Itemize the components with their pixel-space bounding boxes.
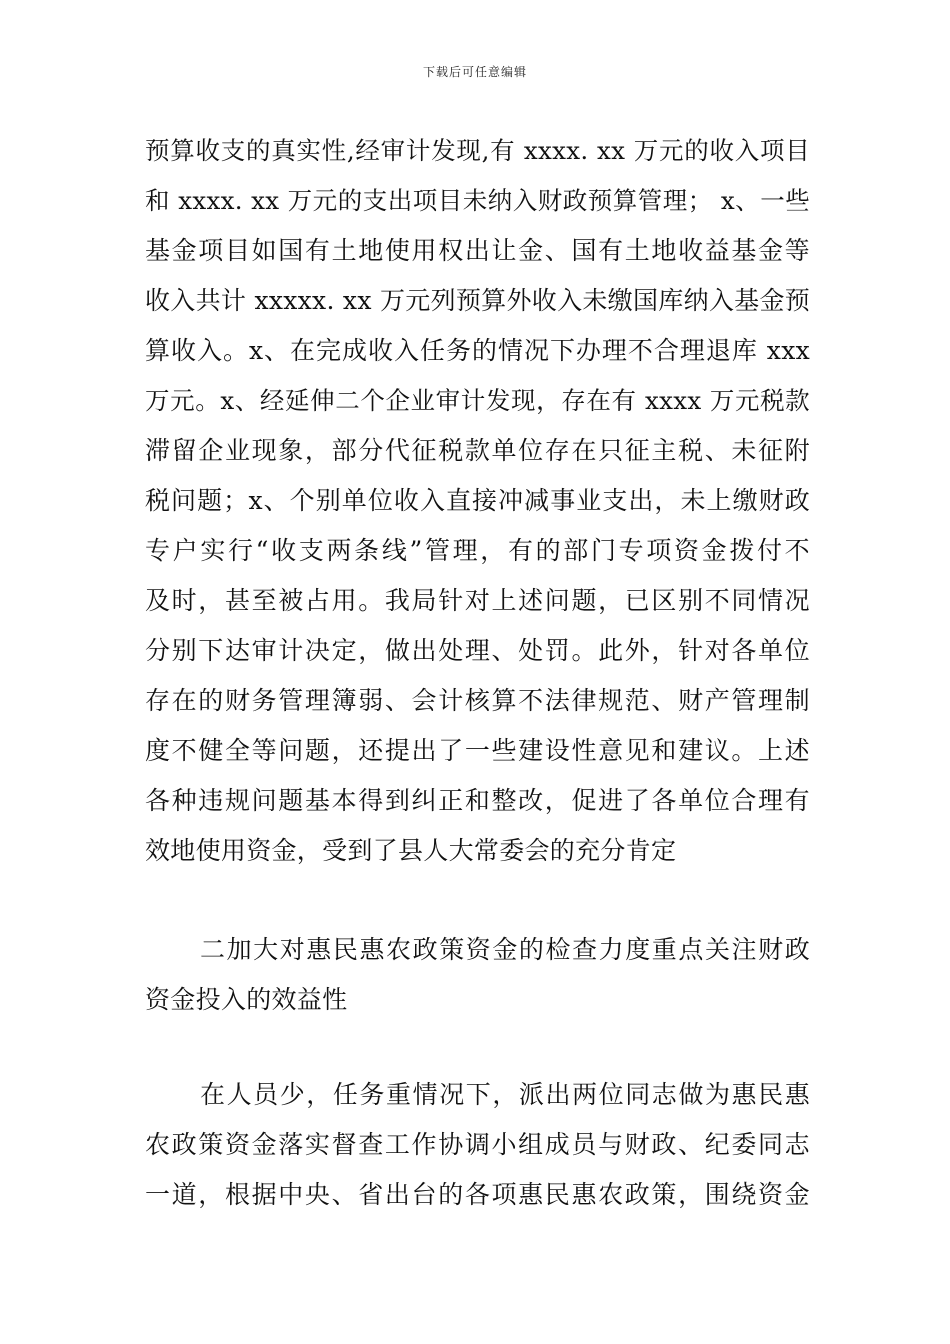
section-heading [145, 925, 810, 1025]
body-paragraph [145, 126, 810, 876]
text-line: 各种违规问题基本得到纠正和整改，促进了各单位合理有 [145, 786, 810, 815]
text-line: 滞留企业现象，部分代征税款单位存在只征主税、未征附 [145, 436, 810, 465]
heading-line: 二加大对惠民惠农政策资金的检查力度重点关注财政 [200, 935, 810, 964]
text-line: 农政策资金落实督查工作协调小组成员与财政、纪委同志 [145, 1130, 810, 1159]
text-line: 税问题；x、个别单位收入直接冲减事业支出，未上缴财政 [145, 486, 810, 515]
text-line: 基金项目如国有土地使用权出让金、国有土地收益基金等 [145, 236, 810, 265]
page-header: 下载后可任意编辑 [422, 65, 527, 79]
text-line: 效地使用资金，受到了县人大常委会的充分肯定 [145, 836, 677, 865]
text-line: 度不健全等问题，还提出了一些建设性意见和建议。上述 [145, 736, 810, 765]
text-line: 及时，甚至被占用。我局针对上述问题，已区别不同情况 [145, 586, 810, 615]
text-line: 在人员少，任务重情况下，派出两位同志做为惠民惠 [200, 1080, 810, 1109]
text-line: 收入共计 xxxxx. xx 万元列预算外收入未缴国库纳入基金预 [145, 286, 811, 315]
body-paragraph [145, 1070, 810, 1220]
text-line: 算收入。x、在完成收入任务的情况下办理不合理退库 xxx [145, 336, 810, 365]
text-line: 存在的财务管理簿弱、会计核算不法律规范、财产管理制 [145, 686, 810, 715]
text-line: 专户实行“收支两条线”管理，有的部门专项资金拨付不 [145, 536, 810, 565]
text-line: 预算收支的真实性,经审计发现,有 xxxx. xx 万元的收入项目 [145, 136, 810, 165]
heading-line: 资金投入的效益性 [145, 985, 348, 1014]
text-line: 万元。x、经延伸二个企业审计发现，存在有 xxxx 万元税款 [145, 386, 810, 415]
text-line: 一道，根据中央、省出台的各项惠民惠农政策，围绕资金 [145, 1180, 810, 1209]
text-line: 分别下达审计决定，做出处理、处罚。此外，针对各单位 [145, 636, 810, 665]
text-line: 和 xxxx. xx 万元的支出项目未纳入财政预算管理； x、一些 [145, 186, 810, 215]
